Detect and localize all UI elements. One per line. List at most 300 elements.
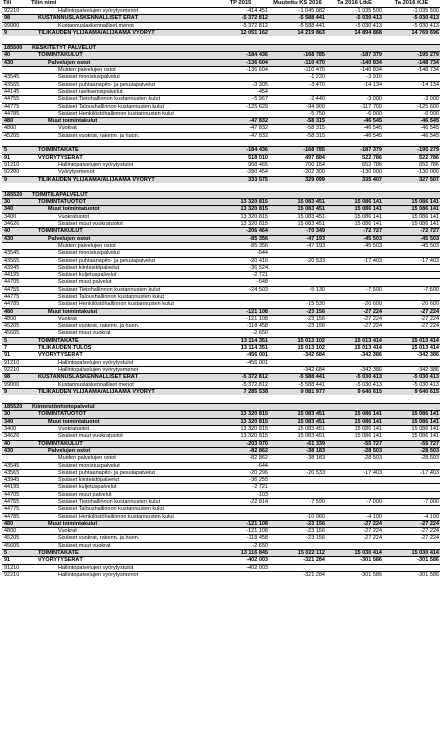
value-ta-2016-ltke: -5 030 413 [326, 15, 383, 22]
account-name: Sisäiset Taloushallinnon kustannusten kulut [30, 103, 212, 110]
value-muutettu-ks-2016: 9 081 977 [269, 388, 326, 395]
value-tp-2015: 13 114 351 [212, 345, 269, 352]
value-tp-2015: -2 721 [212, 484, 269, 491]
account-code: 44775 [2, 293, 30, 300]
value-tp-2015: -456 001 [212, 359, 269, 366]
value-ta-2016-kje [383, 404, 440, 411]
table-row [2, 15, 440, 22]
value-ta-2016-ltke: -28 503 [326, 447, 383, 454]
value-muutettu-ks-2016: 700 154 [269, 161, 326, 168]
table-row [2, 564, 440, 571]
value-muutettu-ks-2016: 15 083 451 [269, 418, 326, 425]
value-tp-2015: -414 451 [212, 8, 269, 15]
account-name: Sisäiset Tietohallinnon kustannusten kulut [30, 499, 212, 506]
account-name: Muut toimintakulut [30, 520, 212, 527]
value-ta-2016-ltke: -46 545 [326, 132, 383, 139]
account-code: 91210 [2, 359, 30, 366]
value-ta-2016-ltke: -28 503 [326, 455, 383, 462]
value-ta-2016-kje [383, 395, 440, 404]
value-tp-2015: -85 356 [212, 235, 269, 242]
account-name: TOIMINTATUOTOT [30, 199, 212, 206]
account-name: Muiden palvelujen ostot [30, 455, 212, 462]
value-tp-2015: -2 650 [212, 542, 269, 549]
header-ta-2016-kje: Ta 2016 KJE [394, 0, 429, 6]
table-row [2, 426, 440, 433]
table-row [2, 411, 440, 418]
value-ta-2016-kje [383, 462, 440, 469]
value-ta-2016-ltke: -27 224 [326, 528, 383, 535]
value-muutettu-ks-2016 [269, 330, 326, 337]
account-name: TILIKAUDEN YLIJÄÄMÄ/ALIJÄÄMÄ VYÖRYT [30, 388, 212, 395]
value-tp-2015 [212, 571, 269, 578]
value-ta-2016-ltke: -27 224 [326, 315, 383, 322]
table-row [2, 462, 440, 469]
account-name: Hallintopalvelujen vyörytysmenot [30, 8, 212, 15]
value-tp-2015: -390 454 [212, 169, 269, 176]
value-ta-2016-ltke: -20 600 [326, 301, 383, 308]
value-ta-2016-kje: -27 224 [383, 308, 440, 315]
table-row [2, 88, 440, 95]
value-ta-2016-ltke: 15 086 141 [326, 418, 383, 425]
value-tp-2015: -20 296 [212, 469, 269, 476]
account-code: 3400 [2, 213, 30, 220]
account-name: TOIMINTAKULUT [30, 228, 212, 235]
account-code: 44785 [2, 301, 30, 308]
value-tp-2015: -22 814 [212, 499, 269, 506]
table-row [2, 418, 440, 425]
account-name: Sisäiset Tietohallinnon kustannusten kulut [30, 96, 212, 103]
value-ta-2016-ltke: -342 386 [326, 366, 383, 373]
header-tp-2015: TP 2015 [229, 0, 252, 6]
table-row [2, 96, 440, 103]
value-ta-2016-kje: -3 000 [383, 96, 440, 103]
account-name: TOIMINTATUOTOT [30, 411, 212, 418]
value-ta-2016-kje [383, 484, 440, 491]
value-tp-2015: -2 721 [212, 272, 269, 279]
account-code: 185520 [2, 404, 30, 411]
value-ta-2016-kje: 15 086 141 [383, 213, 440, 220]
value-ta-2016-ltke [326, 506, 383, 513]
value-muutettu-ks-2016: -3 470 [269, 81, 326, 88]
table-row [2, 81, 440, 88]
value-ta-2016-ltke [326, 330, 383, 337]
account-name: TOIMINTAKATE [30, 550, 212, 557]
value-muutettu-ks-2016: 15 083 451 [269, 199, 326, 206]
account-code: 44195 [2, 272, 30, 279]
value-ta-2016-ltke [326, 36, 383, 45]
value-ta-2016-kje: -46 545 [383, 132, 440, 139]
value-tp-2015: -644 [212, 250, 269, 257]
value-ta-2016-ltke: -301 586 [326, 557, 383, 564]
value-muutettu-ks-2016: -321 284 [269, 571, 326, 578]
account-name: Sisäiset puhtaanapito- ja pesulapalvelut [30, 81, 212, 88]
account-name: VYÖRYTYSERÄT [30, 352, 212, 359]
value-tp-2015: -36 524 [212, 264, 269, 271]
value-ta-2016-kje: -27 224 [383, 323, 440, 330]
account-name: Sisäiset ravitsemispalvelut [30, 88, 212, 95]
value-tp-2015: -454 [212, 88, 269, 95]
value-muutettu-ks-2016: -47 193 [269, 235, 326, 242]
value-muutettu-ks-2016: 15 083 451 [269, 411, 326, 418]
value-tp-2015: 13 320 815 [212, 433, 269, 440]
account-name: Vuokratuotot [30, 213, 212, 220]
account-code [2, 395, 30, 404]
table-row [2, 293, 440, 300]
value-ta-2016-ltke [326, 395, 383, 404]
table-row [2, 272, 440, 279]
value-ta-2016-ltke [326, 264, 383, 271]
table-row [2, 132, 440, 139]
account-name: Muiden palvelujen ostot [30, 242, 212, 249]
value-ta-2016-kje: -17 403 [383, 257, 440, 264]
account-code: 40 [2, 440, 30, 447]
header-account-name: Tilin nimi [31, 0, 57, 6]
value-ta-2016-kje: -45 503 [383, 235, 440, 242]
table-row [2, 308, 440, 315]
value-tp-2015: -3 305 [212, 81, 269, 88]
table-row [2, 264, 440, 271]
account-code: 44755 [2, 286, 30, 293]
value-tp-2015: -402 003 [212, 557, 269, 564]
value-ta-2016-kje: -130 000 [383, 169, 440, 176]
account-name: Muut toimintatuotot [30, 418, 212, 425]
value-ta-2016-ltke [326, 484, 383, 491]
value-muutettu-ks-2016 [269, 191, 326, 198]
account-code: 4800 [2, 125, 30, 132]
value-ta-2016-ltke: -17 403 [326, 469, 383, 476]
table-row [2, 213, 440, 220]
table-row [2, 301, 440, 308]
value-tp-2015: -121 108 [212, 308, 269, 315]
value-muutettu-ks-2016: 15 013 102 [269, 337, 326, 344]
table-row [2, 257, 440, 264]
value-muutettu-ks-2016: -47 193 [269, 242, 326, 249]
value-ta-2016-kje: 15 030 414 [383, 550, 440, 557]
value-muutettu-ks-2016: -110 470 [269, 67, 326, 74]
value-ta-2016-ltke: 15 086 141 [326, 426, 383, 433]
account-code: 44705 [2, 279, 30, 286]
value-tp-2015: -121 108 [212, 520, 269, 527]
value-ta-2016-kje [383, 272, 440, 279]
account-code: 92200 [2, 169, 30, 176]
account-name: Sisäiset Taloushallinnon kustannusten kulut [30, 293, 212, 300]
table-row [2, 206, 440, 213]
account-code: 91 [2, 154, 30, 161]
account-name: Hallintopalvelujen vyörytystulot [30, 564, 212, 571]
value-tp-2015: -203 970 [212, 440, 269, 447]
value-ta-2016-kje: 15 086 141 [383, 426, 440, 433]
value-tp-2015 [212, 293, 269, 300]
value-ta-2016-ltke: -301 586 [326, 571, 383, 578]
table-row [2, 242, 440, 249]
value-tp-2015: -5 372 812 [212, 374, 269, 381]
value-tp-2015: -5 372 812 [212, 381, 269, 388]
table-row [2, 395, 440, 404]
value-ta-2016-ltke: -4 100 [326, 513, 383, 520]
account-name: Sisäiset kiinteistöpalvelut [30, 264, 212, 271]
account-code: 45605 [2, 542, 30, 549]
value-ta-2016-ltke: 15 013 414 [326, 337, 383, 344]
value-ta-2016-ltke: -140 834 [326, 59, 383, 66]
value-tp-2015: 13 320 815 [212, 426, 269, 433]
value-ta-2016-kje: -27 224 [383, 535, 440, 542]
table-row [2, 374, 440, 381]
value-ta-2016-kje: -46 545 [383, 118, 440, 125]
value-muutettu-ks-2016 [269, 272, 326, 279]
value-tp-2015 [212, 183, 269, 192]
value-ta-2016-kje [383, 183, 440, 192]
account-name: Palvelujen ostot [30, 235, 212, 242]
value-tp-2015: 13 114 351 [212, 337, 269, 344]
account-name: Muut toimintakulut [30, 118, 212, 125]
account-name [30, 36, 212, 45]
account-name: TOIMINTAKATE [30, 147, 212, 154]
value-muutettu-ks-2016: -5 588 441 [269, 374, 326, 381]
account-code: 34626 [2, 433, 30, 440]
value-ta-2016-kje [383, 74, 440, 81]
account-code: 185500 [2, 45, 30, 52]
value-ta-2016-kje: -6 000 [383, 110, 440, 117]
value-muutettu-ks-2016: -7 590 [269, 499, 326, 506]
value-ta-2016-ltke: 522 786 [326, 154, 383, 161]
value-ta-2016-kje: -301 586 [383, 557, 440, 564]
value-ta-2016-ltke [326, 279, 383, 286]
account-code: 430 [2, 59, 30, 66]
value-muutettu-ks-2016 [269, 264, 326, 271]
value-tp-2015 [212, 404, 269, 411]
table-row [2, 279, 440, 286]
value-muutettu-ks-2016: -20 533 [269, 469, 326, 476]
account-name: Sisäiset muut vuokratuotot [30, 221, 212, 228]
table-row [2, 315, 440, 322]
account-name: Hallintopalvelujen vyörytystulot [30, 161, 212, 168]
value-muutettu-ks-2016 [269, 542, 326, 549]
value-ta-2016-ltke: -5 030 413 [326, 381, 383, 388]
table-row [2, 359, 440, 366]
account-name: Palvelujen ostot [30, 447, 212, 454]
value-muutettu-ks-2016 [269, 359, 326, 366]
table-row [2, 550, 440, 557]
table-header-row [2, 0, 440, 8]
value-tp-2015: -5 967 [212, 96, 269, 103]
value-tp-2015: -456 001 [212, 352, 269, 359]
account-code: 5 [2, 147, 30, 154]
value-muutettu-ks-2016: -23 156 [269, 323, 326, 330]
value-muutettu-ks-2016 [269, 279, 326, 286]
value-muutettu-ks-2016 [269, 477, 326, 484]
account-code: 9 [2, 29, 30, 36]
account-code: 43565 [2, 81, 30, 88]
value-ta-2016-ltke: -55 727 [326, 440, 383, 447]
account-name: Sisäiset kuljetuspalvelut [30, 272, 212, 279]
value-tp-2015 [212, 191, 269, 198]
account-name: Sisäiset Henkilöstöhallinnon kustannusten kulut [30, 110, 212, 117]
header-account-code: Tili [3, 0, 12, 6]
value-tp-2015: 13 320 815 [212, 221, 269, 228]
value-ta-2016-kje: -195 279 [383, 52, 440, 59]
account-code: 44785 [2, 513, 30, 520]
value-tp-2015 [212, 36, 269, 45]
value-muutettu-ks-2016 [269, 140, 326, 147]
value-ta-2016-kje [383, 293, 440, 300]
value-ta-2016-kje: -342 386 [383, 366, 440, 373]
account-name: Vuokrat [30, 528, 212, 535]
value-tp-2015: -2 650 [212, 330, 269, 337]
table-row [2, 499, 440, 506]
value-tp-2015: -24 503 [212, 286, 269, 293]
table-row [2, 286, 440, 293]
account-code: 44775 [2, 103, 30, 110]
value-tp-2015: -82 862 [212, 455, 269, 462]
value-ta-2016-kje: -4 100 [383, 513, 440, 520]
table-row [2, 125, 440, 132]
table-row [2, 118, 440, 125]
value-ta-2016-kje: -7 500 [383, 286, 440, 293]
value-tp-2015: -103 [212, 491, 269, 498]
budget-table [2, 0, 440, 578]
account-name: Vuokrat [30, 315, 212, 322]
value-ta-2016-kje: -195 279 [383, 147, 440, 154]
account-name: Muiden palvelujen ostot [30, 67, 212, 74]
value-muutettu-ks-2016: -20 533 [269, 257, 326, 264]
table-row [2, 8, 440, 15]
value-ta-2016-kje [383, 45, 440, 52]
account-code [2, 455, 30, 462]
account-name: Sisäiset Taloushallinnon kustannusten kulut [30, 506, 212, 513]
account-code: 44705 [2, 491, 30, 498]
account-name: Vyörytysmenot [30, 169, 212, 176]
value-ta-2016-ltke: 652 786 [326, 161, 383, 168]
value-ta-2016-kje: -27 224 [383, 315, 440, 322]
value-muutettu-ks-2016: -23 156 [269, 535, 326, 542]
value-ta-2016-kje [383, 88, 440, 95]
value-ta-2016-ltke [326, 140, 383, 147]
value-ta-2016-kje: -1 035 500 [383, 8, 440, 15]
value-tp-2015: 13 320 815 [212, 411, 269, 418]
value-ta-2016-ltke: 9 640 615 [326, 388, 383, 395]
value-muutettu-ks-2016: -61 339 [269, 440, 326, 447]
value-ta-2016-kje: -148 734 [383, 67, 440, 74]
value-tp-2015: -36 255 [212, 477, 269, 484]
value-ta-2016-ltke [326, 491, 383, 498]
table-row [2, 22, 440, 29]
account-name: Hallintopalvelujen vyörytystulot [30, 359, 212, 366]
value-tp-2015: 12 051 162 [212, 29, 269, 36]
value-muutettu-ks-2016: 497 884 [269, 154, 326, 161]
account-code: 44755 [2, 499, 30, 506]
value-tp-2015: -20 416 [212, 257, 269, 264]
table-row [2, 59, 440, 66]
table-row [2, 520, 440, 527]
account-name: KUSTANNUSLASKENNALLISET ERÄT [30, 374, 212, 381]
value-tp-2015 [212, 110, 269, 117]
value-ta-2016-kje: -5 030 413 [383, 15, 440, 22]
value-ta-2016-ltke: -7 500 [326, 286, 383, 293]
account-code: 43565 [2, 257, 30, 264]
value-muutettu-ks-2016: -58 315 [269, 125, 326, 132]
account-code: 98 [2, 374, 30, 381]
account-code: 40 [2, 228, 30, 235]
account-name [30, 183, 212, 192]
value-ta-2016-kje: -72 727 [383, 228, 440, 235]
value-ta-2016-kje: 522 786 [383, 154, 440, 161]
value-ta-2016-kje [383, 359, 440, 366]
value-muutettu-ks-2016: 15 083 451 [269, 213, 326, 220]
account-name: Sisäiset monistuspalvelut [30, 250, 212, 257]
table-row [2, 36, 440, 45]
table-row [2, 447, 440, 454]
value-muutettu-ks-2016: -10 060 [269, 513, 326, 520]
value-tp-2015: 333 575 [212, 176, 269, 183]
value-muutettu-ks-2016: -5 130 [269, 286, 326, 293]
value-muutettu-ks-2016: -5 588 441 [269, 381, 326, 388]
value-tp-2015 [212, 74, 269, 81]
value-ta-2016-ltke: 15 086 141 [326, 411, 383, 418]
table-row [2, 345, 440, 352]
value-ta-2016-ltke: -46 545 [326, 125, 383, 132]
account-code: 40 [2, 52, 30, 59]
value-muutettu-ks-2016 [269, 88, 326, 95]
table-row [2, 440, 440, 447]
account-name: Sisäiset vuokrat, rakenn. ja huon. [30, 323, 212, 330]
value-tp-2015 [212, 366, 269, 373]
value-ta-2016-kje: -5 030 413 [383, 374, 440, 381]
value-ta-2016-kje: 327 507 [383, 176, 440, 183]
account-name: Sisäiset monistuspalvelut [30, 74, 212, 81]
value-ta-2016-ltke: -17 403 [326, 257, 383, 264]
value-muutettu-ks-2016: 15 083 451 [269, 433, 326, 440]
value-muutettu-ks-2016: -342 684 [269, 366, 326, 373]
table-row [2, 103, 440, 110]
account-code: 44775 [2, 506, 30, 513]
account-name: TOIMINTAKULUT [30, 52, 212, 59]
account-code: 45205 [2, 132, 30, 139]
value-ta-2016-kje: -14 134 [383, 81, 440, 88]
account-code: 44755 [2, 96, 30, 103]
value-muutettu-ks-2016 [269, 293, 326, 300]
account-code: 44785 [2, 110, 30, 117]
account-code: 34626 [2, 221, 30, 228]
account-name: TOIMINTAKATE [30, 337, 212, 344]
value-muutettu-ks-2016 [269, 395, 326, 404]
value-tp-2015: 7 285 538 [212, 388, 269, 395]
value-muutettu-ks-2016: -38 183 [269, 455, 326, 462]
value-ta-2016-kje: -45 503 [383, 242, 440, 249]
value-ta-2016-ltke: -45 503 [326, 242, 383, 249]
value-muutettu-ks-2016: -168 785 [269, 147, 326, 154]
value-muutettu-ks-2016 [269, 36, 326, 45]
value-ta-2016-kje: -20 600 [383, 301, 440, 308]
value-muutettu-ks-2016: 15 083 451 [269, 221, 326, 228]
account-code: 9 [2, 176, 30, 183]
value-tp-2015: -125 629 [212, 103, 269, 110]
value-ta-2016-kje: -148 734 [383, 59, 440, 66]
account-code: 4800 [2, 315, 30, 322]
value-ta-2016-kje: 9 640 615 [383, 388, 440, 395]
account-name: Kiinteistönhoitopalvelut [30, 404, 212, 411]
value-ta-2016-ltke [326, 359, 383, 366]
value-ta-2016-ltke: -187 379 [326, 147, 383, 154]
value-tp-2015: -184 436 [212, 147, 269, 154]
value-ta-2016-ltke: -1 035 500 [326, 8, 383, 15]
table-row [2, 235, 440, 242]
account-code: 43545 [2, 250, 30, 257]
value-ta-2016-kje: 14 769 696 [383, 29, 440, 36]
value-ta-2016-ltke: -5 030 413 [326, 22, 383, 29]
value-ta-2016-ltke: -14 134 [326, 81, 383, 88]
value-ta-2016-kje [383, 279, 440, 286]
value-tp-2015: -206 464 [212, 228, 269, 235]
